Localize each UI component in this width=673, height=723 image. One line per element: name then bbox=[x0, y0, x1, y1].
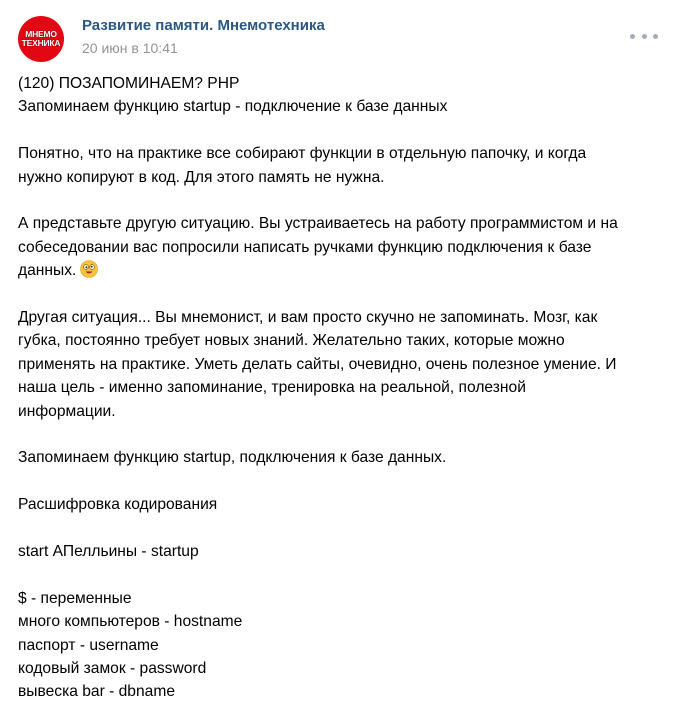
post-line: применять на практике. Уметь делать сайты, очевидно, очень полезное умение. И bbox=[18, 355, 617, 373]
post-line: start АПелльины - startup bbox=[18, 543, 199, 561]
post-line: Запоминаем функцию startup, подключения к базе данных. bbox=[18, 449, 447, 467]
post-line bbox=[18, 119, 658, 142]
post-line bbox=[18, 563, 658, 586]
community-avatar[interactable] bbox=[18, 16, 64, 62]
post-text bbox=[18, 72, 658, 704]
post-line: много компьютеров - hostname bbox=[18, 613, 243, 631]
post-line: информации. bbox=[18, 402, 116, 420]
post-line: нужно копируют в код. Для этого память не нужна. bbox=[18, 168, 385, 186]
avatar-text-line-2: ТЕХНИКА bbox=[21, 38, 61, 48]
post-line: Другая ситуация... Вы мнемонист, и вам просто скучно не запоминать. Мозг, как bbox=[18, 309, 598, 327]
post-line-with-emoji bbox=[18, 259, 658, 282]
post-line: вывеска bar - dbname bbox=[18, 683, 175, 701]
post-line: (120) ПОЗАПОМИНАЕМ? PHP bbox=[18, 75, 240, 92]
post-line bbox=[18, 189, 658, 212]
post-line: Запоминаем функцию startup - подключение к базе данных bbox=[18, 98, 448, 116]
dot bbox=[642, 34, 647, 39]
post-line: кодовый замок - password bbox=[18, 660, 207, 678]
post-line: наша цель - именно запоминание, тренировка на реальной, полезной bbox=[18, 379, 526, 397]
post-line: $ - переменные bbox=[18, 589, 132, 607]
post-line: паспорт - username bbox=[18, 636, 159, 654]
community-name-link[interactable]: Развитие памяти. Мнемотехника bbox=[82, 17, 325, 34]
post-line: Расшифровка кодирования bbox=[18, 496, 218, 514]
post-line: собеседовании вас попросили написать ручками функцию подключения к базе bbox=[18, 238, 592, 256]
post-line bbox=[18, 283, 658, 306]
post-date-link[interactable]: 20 июн в 10:41 bbox=[82, 40, 178, 56]
post-line: Понятно, что на практике все собирают функции в отдельную папочку, и когда bbox=[18, 145, 587, 163]
dot bbox=[653, 34, 658, 39]
dizzy-face-emoji-icon bbox=[80, 260, 98, 278]
post-line: губка, постоянно требует новых знаний. Желательно таких, которые можно bbox=[18, 332, 565, 350]
dot bbox=[630, 34, 635, 39]
ellipsis-icon[interactable] bbox=[630, 26, 658, 46]
post-line bbox=[18, 470, 658, 493]
post-line-text: данных. bbox=[18, 262, 77, 280]
post-line bbox=[18, 423, 658, 446]
post-line bbox=[18, 517, 658, 540]
post-line: А представьте другую ситуацию. Вы устраиваетесь на работу программистом и на bbox=[18, 215, 618, 233]
avatar-text-line-1: МНЕМО bbox=[25, 29, 57, 39]
post-header bbox=[18, 16, 658, 62]
